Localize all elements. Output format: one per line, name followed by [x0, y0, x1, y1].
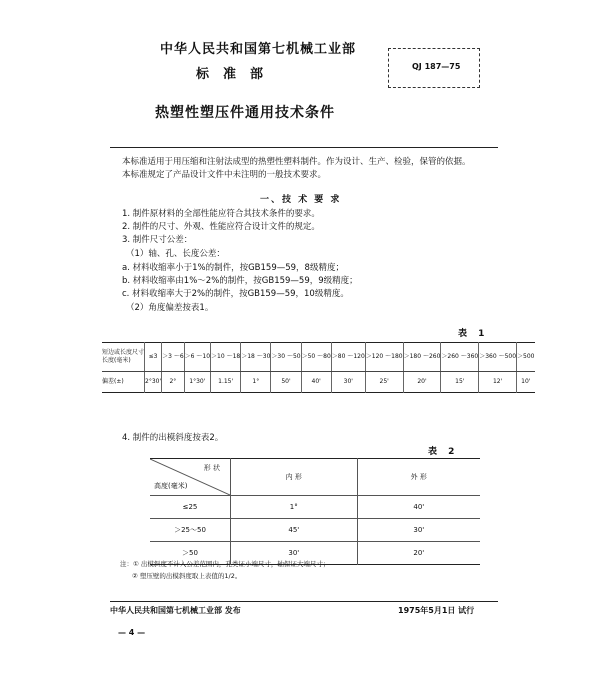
deviation-cell: 30' [331, 372, 365, 393]
size-cell: ＞18 ～30 [241, 343, 271, 372]
req-item-3: 3. 制件尺寸公差： [122, 235, 193, 245]
note-2: ② 塑压壁的出模斜度取上表值的1/2。 [132, 572, 242, 580]
table2-header-row [150, 459, 480, 496]
deviation-row-label: 偏差(±) [102, 378, 124, 385]
height-cell: ≤25 [150, 496, 231, 519]
deviation-cell: 15' [441, 372, 479, 393]
req-sub-1: （1）轴、孔、长度公差： [126, 249, 225, 259]
size-cell: ＞10 ～18 [211, 343, 241, 372]
intro-line-1: 本标准适用于用压缩和注射法成型的热塑性塑料制件。作为设计、生产、检验，保管的依据。 [122, 157, 471, 167]
req-sub-1a: a. 材料收缩率小于1%的制件，按GB159—59，8级精度； [122, 263, 344, 273]
top-rule [110, 147, 498, 148]
standard-code: QJ 187—75 [412, 62, 461, 71]
size-row-header [102, 343, 145, 372]
height-cell: ＞25～50 [150, 519, 231, 542]
deviation-cell: 1° [241, 372, 271, 393]
deviation-cell: 2°30' [145, 372, 162, 393]
size-cell: ＞120 ～180 [365, 343, 403, 372]
footer-publisher: 中华人民共和国第七机械工业部 发布 [110, 606, 241, 615]
corner-label-height: 高度(毫米) [154, 482, 188, 490]
table1-label: 表 1 [458, 329, 489, 339]
table2-row [150, 496, 480, 519]
size-cell: ＞360 ～500 [479, 343, 517, 372]
document-title: 热塑性塑压件通用技术条件 [155, 105, 335, 121]
angle-deviation-table [102, 342, 535, 393]
inner-cell: 1° [231, 496, 358, 519]
height-cell: ＞50 [150, 542, 231, 565]
size-cell: ＞6 ～10 [184, 343, 210, 372]
req-sub-1c: c. 材料收缩率大于2%的制件，按GB159—59，10级精度。 [122, 289, 349, 299]
department-name: 标准部 [196, 67, 278, 82]
table2-label: 表 2 [428, 447, 459, 457]
size-row-label-b: 长度(毫米) [102, 357, 131, 364]
deviation-cell: 20' [403, 372, 441, 393]
deviation-cell: 25' [365, 372, 403, 393]
req-sub-1b: b. 材料收缩率由1%～2%的制件，按GB159—59，9级精度； [122, 276, 358, 286]
deviation-row [102, 372, 535, 393]
inner-cell: 30' [231, 542, 358, 565]
deviation-cell: 12' [479, 372, 517, 393]
bottom-rule [110, 601, 498, 602]
outer-cell: 30' [357, 519, 480, 542]
size-cell: ＞180 ～260 [403, 343, 441, 372]
outer-cell: 40' [357, 496, 480, 519]
page-number: — 4 — [118, 628, 146, 637]
size-cell: ≤3 [145, 343, 162, 372]
size-cell: ＞80 ～120 [331, 343, 365, 372]
col-header-outer: 外 形 [357, 459, 480, 496]
corner-label-shape: 形 状 [203, 464, 220, 472]
size-cell: ＞30 ～50 [271, 343, 301, 372]
section-title: 一、技 术 要 求 [260, 195, 342, 205]
table2-row [150, 519, 480, 542]
deviation-cell: 2° [162, 372, 185, 393]
footer-date: 1975年5月1日 试行 [398, 606, 475, 615]
size-cell: ＞3 ～6 [162, 343, 185, 372]
deviation-cell: 10' [517, 372, 535, 393]
inner-cell: 45' [231, 519, 358, 542]
size-row-label-a: 短边或长度尺寸 [102, 349, 145, 356]
deviation-cell: 1.15' [211, 372, 241, 393]
intro-line-2: 本标准规定了产品设计文件中未注明的一般技术要求。 [122, 170, 327, 180]
draft-angle-table [150, 458, 480, 565]
size-cell: ＞260 ～360 [441, 343, 479, 372]
req-sub-2: （2）角度偏差按表1。 [126, 303, 214, 313]
req-item-2: 2. 制件的尺寸、外观、性能应符合设计文件的规定。 [122, 222, 320, 232]
col-header-inner: 内 形 [231, 459, 358, 496]
ministry-name: 中华人民共和国第七机械工业部 [160, 42, 357, 57]
size-row [102, 343, 535, 372]
note-1: 注：① 出模斜度不计入公差范围内，孔类证小端尺寸，轴保证大端尺寸； [120, 560, 330, 568]
size-cell: ＞50 ～80 [301, 343, 331, 372]
req-item-1: 1. 制件原材料的全部性能应符合其技术条件的要求。 [122, 209, 320, 219]
req-item-4: 4. 制件的出模斜度按表2。 [122, 433, 224, 443]
table2-corner-cell [150, 459, 231, 496]
deviation-cell: 1°30' [184, 372, 210, 393]
size-cell: ＞500 [517, 343, 535, 372]
deviation-cell: 40' [301, 372, 331, 393]
outer-cell: 20' [357, 542, 480, 565]
deviation-cell: 50' [271, 372, 301, 393]
